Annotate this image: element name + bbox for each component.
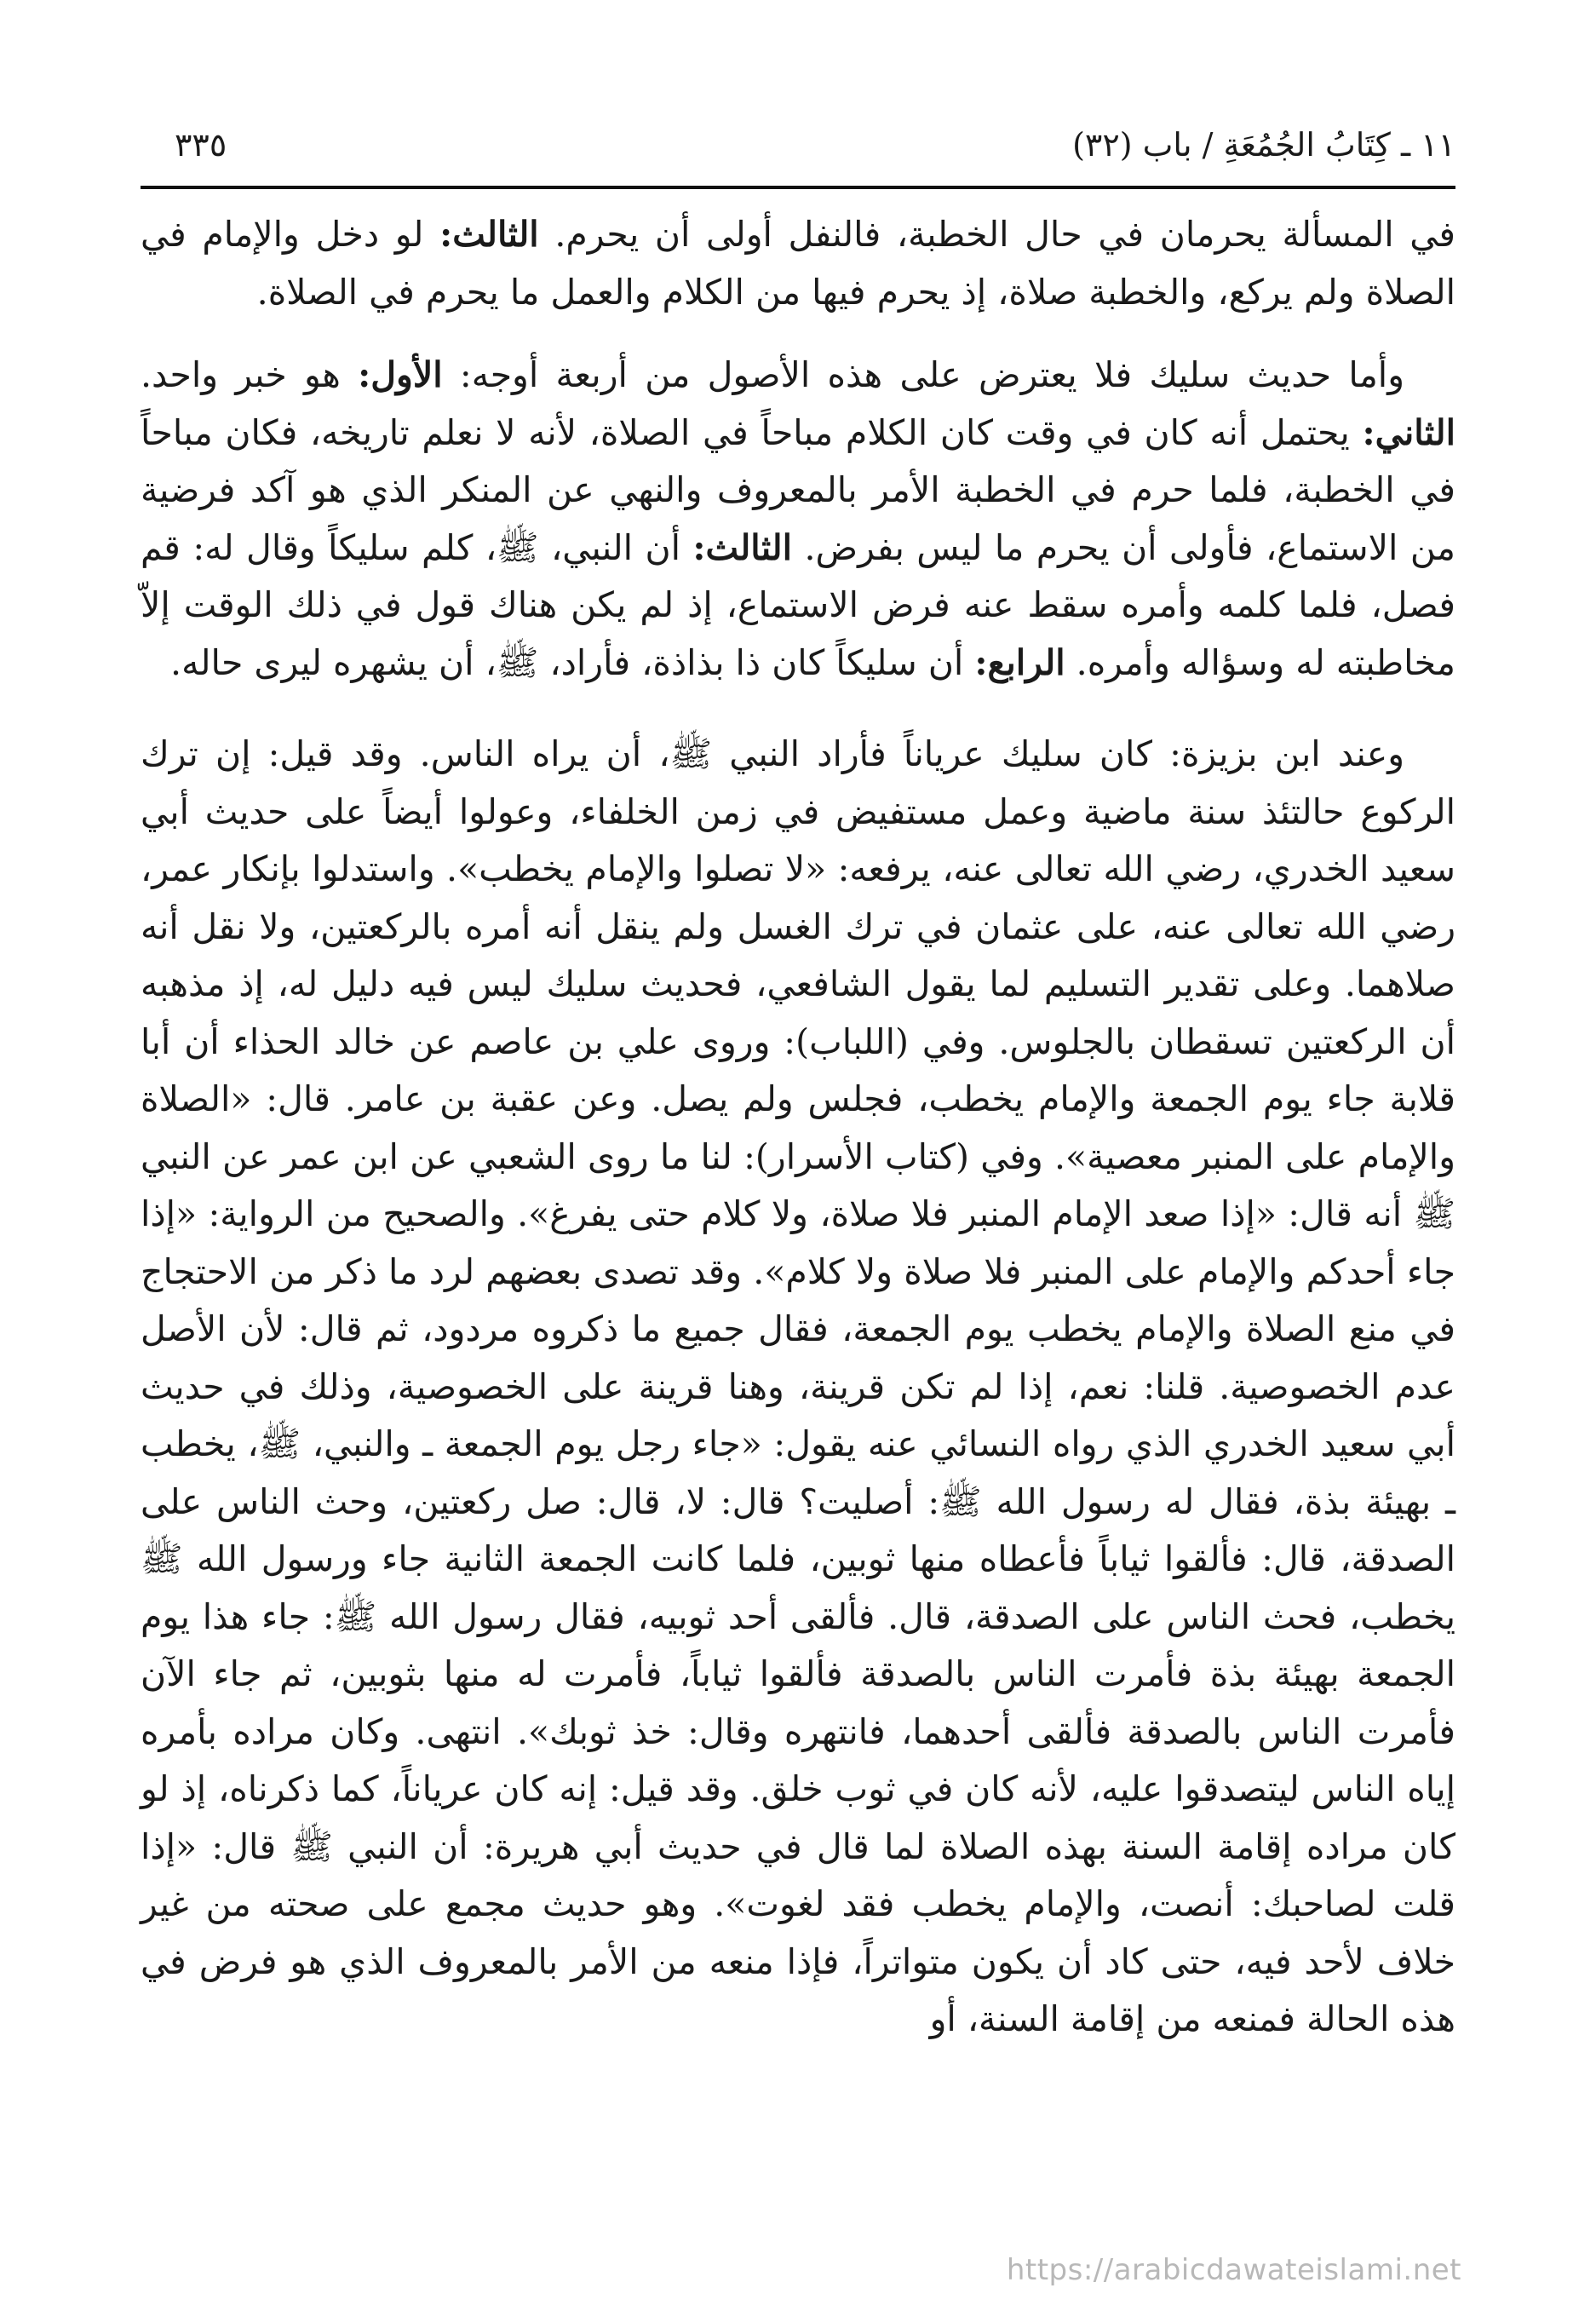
text-run: أن سليكاً كان ذا بذاذة، فأراد، ﷺ، أن يشهره ليرى حاله.	[170, 641, 975, 683]
text-run: هو خبر واحد.	[141, 354, 359, 395]
header-rule	[141, 186, 1455, 189]
page-number: ٣٣٥	[175, 126, 227, 164]
point-heading: الرابع:	[974, 641, 1065, 683]
text-run: وأما حديث سليك فلا يعترض على هذه الأصول من أربعة أوجه:	[442, 354, 1404, 395]
point-heading: الثاني:	[1362, 411, 1455, 453]
point-heading: الأول:	[358, 354, 443, 395]
text-run: أن النبي، ﷺ، كلم سليكاً وقال له: قم فصل، فلما كلمه وأمره سقط عنه فرض الاستماع، إذ لم يكن هناك قول في ذلك الوقت إلاّ مخاطبته له وسؤاله وأمره.	[141, 526, 1455, 683]
running-header	[141, 111, 1455, 179]
paragraph-2	[141, 347, 1455, 692]
paragraph-3	[141, 726, 1455, 2049]
page-body	[141, 206, 1455, 2049]
chapter-title: ١١ ـ كِتَابُ الجُمُعَةِ / باب (٣٢)	[1072, 126, 1455, 164]
watermark-url: https://arabicdawateislami.net	[1006, 2253, 1461, 2287]
point-heading: الثالث:	[439, 214, 539, 255]
text-run: وعند ابن بزيزة: كان سليك عرياناً فأراد النبي ﷺ، أن يراه الناس. وقد قيل: إن ترك الركوع حالتئذ سنة ماضية وعمل مستفيض في زمن الخلفاء، وعولوا أيضاً على حديث أبي سعيد الخدري، رضي الله تعالى عنه، يرفعه: «لا تصلوا والإمام يخطب». واستدلوا بإنكار عمر، رضي الله تعالى عنه، على عثمان في ترك الغسل ولم ينقل أنه أمره بالركعتين، ولا نقل أنه صلاهما. وعلى تقدير التسليم لما يقول الشافعي، فحديث سليك ليس فيه دليل له، إذ مذهبه أن الركعتين تسقطان بالجلوس. وفي (اللباب): وروى علي بن عاصم عن خالد الحذاء أن أبا قلابة جاء يوم الجمعة والإمام يخطب، فجلس ولم يصل. وعن عقبة بن عامر. قال: «الصلاة والإمام على المنبر معصية». وفي (كتاب الأسرار): لنا ما روى الشعبي عن ابن عمر عن النبي ﷺ أنه قال: «إذا صعد الإمام المنبر فلا صلاة، ولا كلام حتى يفرغ». والصحيح من الرواية: «إذا جاء أحدكم والإمام على المنبر فلا صلاة ولا كلام». وقد تصدى بعضهم لرد ما ذكر من الاحتجاج في منع الصلاة والإمام يخطب يوم الجمعة، فقال جميع ما ذكروه مردود، ثم قال: لأن الأصل عدم الخصوصية. قلنا: نعم، إذا لم تكن قرينة، وهنا قرينة على الخصوصية، وذلك في حديث أبي سعيد الخدري الذي رواه النسائي عنه يقول: «جاء رجل يوم الجمعة ـ والنبي، ﷺ، يخطب ـ بهيئة بذة، فقال له رسول الله ﷺ: أصليت؟ قال: لا، قال: صل ركعتين، وحث الناس على الصدقة، قال: فألقوا ثياباً فأعطاه منها ثوبين، فلما كانت الجمعة الثانية جاء ورسول الله ﷺ يخطب، فحث الناس على الصدقة، قال. فألقى أحد ثوبيه، فقال رسول الله ﷺ: جاء هذا يوم الجمعة بهيئة بذة فأمرت الناس بالصدقة فألقوا ثياباً، فأمرت له منها بثوبين، ثم جاء الآن فأمرت الناس بالصدقة فألقى أحدهما، فانتهره وقال: خذ ثوبك». انتهى. وكان مراده بأمره إياه الناس ليتصدقوا عليه، لأنه كان في ثوب خلق. وقد قيل: إنه كان عرياناً، كما ذكرناه، إذ لو كان مراده إقامة السنة بهذه الصلاة لما قال في حديث أبي هريرة: أن النبي ﷺ قال: «إذا قلت لصاحبك: أنصت، والإمام يخطب فقد لغوت». وهو حديث مجمع على صحته من غير خلاف لأحد فيه، حتى كاد أن يكون متواتراً، فإذا منعه من الأمر بالمعروف الذي هو فرض في هذه الحالة فمنعه من إقامة السنة، أو	[141, 733, 1455, 2039]
text-run: لو دخل والإمام في الصلاة ولم يركع، والخطبة صلاة، إذ يحرم فيها من الكلام والعمل ما يحرم في الصلاة.	[141, 214, 1455, 313]
text-run: في المسألة يحرمان في حال الخطبة، فالنفل أولى أن يحرم.	[538, 214, 1456, 255]
point-heading: الثالث:	[692, 526, 793, 568]
paragraph-1	[141, 206, 1455, 321]
text-run: يحتمل أنه كان في وقت كان الكلام مباحاً في الصلاة، لأنه لا نعلم تاريخه، فكان مباحاً في الخطبة، فلما حرم في الخطبة الأمر بالمعروف والنهي عن المنكر الذي هو آكد فرضية من الاستماع، فأولى أن يحرم ما ليس بفرض.	[141, 411, 1455, 568]
